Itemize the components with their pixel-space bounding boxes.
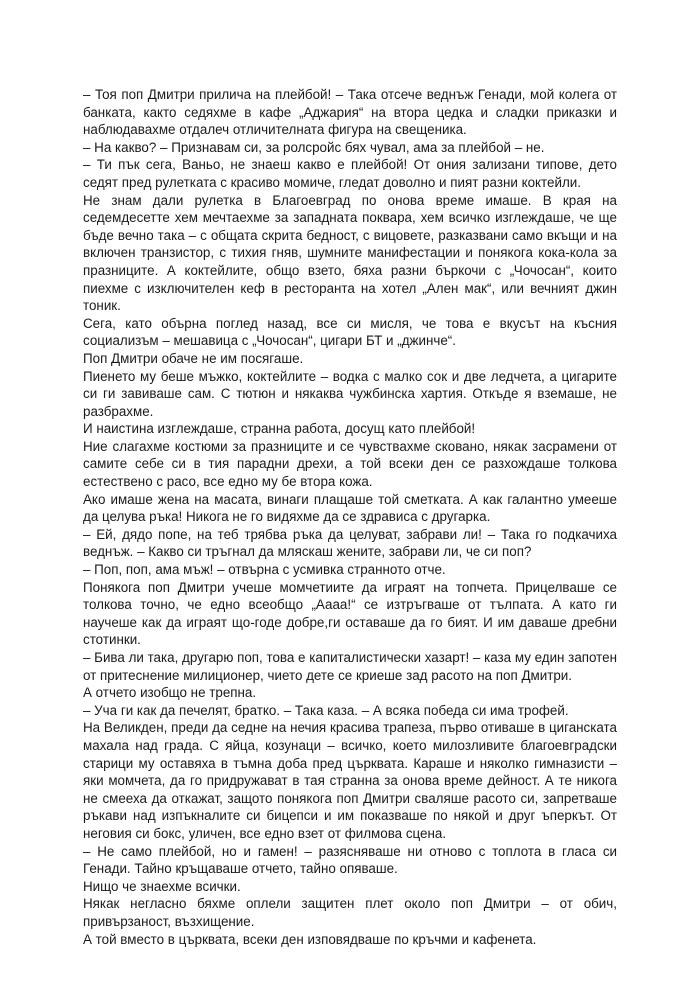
paragraph: – Тоя поп Дмитри прилича на плейбой! – Така отсече веднъж Генади, мой колега от банката, както седяхме в кафе „Аджария“ на втора цедка и сладки приказки и наблюдавахме отдалеч отличителната фигура на свещеника. xyxy=(83,87,617,138)
paragraph: Нищо че знаехме всички. xyxy=(83,878,241,894)
paragraph: Не знам дали рулетка в Благоевград по онова време имаше. В края на седемдесетте хем мечтаехме за западната поквара, хем всичко изглеждаше, че ще бъде вечно така – с общата скрита бедност, с вицовете, разказвани само вкъщи и на включен транзистор, с тихия гняв, шумните манифестации и понякога кока-кола за празниците. А коктейлите, общо взето, бяха разни бъркочи с „Чочосан“, които пиехме с изключителен кеф в ресторанта на хотел „Ален мак“, или вечният джин тоник. xyxy=(83,192,617,314)
paragraph: Сега, като обърна поглед назад, все си мисля, че това е вкусът на късния социализъм – мешавица с „Чочосан“, цигари БТ и „джинче“. xyxy=(83,315,617,349)
paragraph: – Бива ли така, другарю поп, това е капиталистически хазарт! – каза му един запотен от притеснение милиционер, чието дете се криеше зад расото на поп Дмитри. xyxy=(83,650,617,683)
paragraph: А отчето изобщо не трепна. xyxy=(83,685,257,701)
paragraph: – Не само плейбой, но и гамен! – разясняваше ни отново с топлота в гласа си Генади. Тайно кръщаваше отчето, тайно опяваше. xyxy=(83,843,617,877)
paragraph: Някак негласно бяхме оплели защитен плет около поп Дмитри – от обич, привързаност, възхищение. xyxy=(83,896,617,929)
paragraph: Понякога поп Дмитри учеше момчетиите да играят на топчета. Прицелваше се толкова точно, че едно всеобщо „Аааа!“ се изтръгваше от тълпата. А като ги научеше как да играят що-годе добре,ги оставаше да го бият. И им даваше дребни стотинки. xyxy=(83,579,617,648)
paragraph: – Ей, дядо попе, на теб трябва ръка да целуват, забрави ли! – Така го подкачиха веднъж. – Какво си тръгнал да мляскаш жените, забрави ли, че си поп? xyxy=(83,526,617,560)
paragraph: И наистина изглеждаше, странна работа, досущ като плейбой! xyxy=(83,421,476,437)
paragraph: – Ти пък сега, Ваньо, не знаеш какво е плейбой! От ония зализани типове, дето седят пред рулетката с красиво момиче, гледат доволно и пият разни коктейли. xyxy=(83,157,617,190)
paragraph: Ние слагахме костюми за празниците и се чувствахме сковано, някак засрамени от самите себе си в тия парадни дрехи, а той всеки ден се разхождаше толкова естествено с расо, все едно му бе втора кожа. xyxy=(83,438,617,490)
document-body xyxy=(83,86,617,948)
paragraph: – Поп, поп, ама мъж! – отвърна с усмивка странното отче. xyxy=(83,562,446,578)
paragraph: Пиенето му беше мъжко, коктейлите – водка с малко сок и две ледчета, а цигарите си ги завиваше сам. С тютюн и някаква чужбинска хартия. Откъде я вземаше, не разбрахме. xyxy=(83,368,617,419)
paragraph: – Уча ги как да печелят, братко. – Така каза. – А всяка победа си има трофей. xyxy=(83,702,569,718)
paragraph: Поп Дмитри обаче не им посягаше. xyxy=(83,350,304,366)
paragraph: – На какво? – Признавам си, за ролсройс бях чувал, ама за плейбой – не. xyxy=(83,139,545,155)
paragraph: На Великден, преди да седне на нечия красива трапеза, първо отиваше в циганската махала над града. С яйца, козунаци – всичко, което милозливите благоевградски старици му оставяха в тъмна доба пред църквата. Караше и няколко гимназисти – яки момчета, да го придружават в тая странна за онова време дейност. А те никога не смееха да откажат, защото понякога поп Дмитри сваляше расото си, запретваше ръкави над изпъкналите си бицепси и им показваше по някой и друг ъперкът. От неговия си бокс, уличен, все едно взет от филмова сцена. xyxy=(83,720,617,841)
paragraph: Ако имаше жена на масата, винаги плащаше той сметката. А как галантно умееше да целува ръка! Никога не го видяхме да се здрависа с другарка. xyxy=(83,491,617,525)
paragraph: А той вместо в църквата, всеки ден изповядваше по кръчми и кафенета. xyxy=(83,931,537,947)
